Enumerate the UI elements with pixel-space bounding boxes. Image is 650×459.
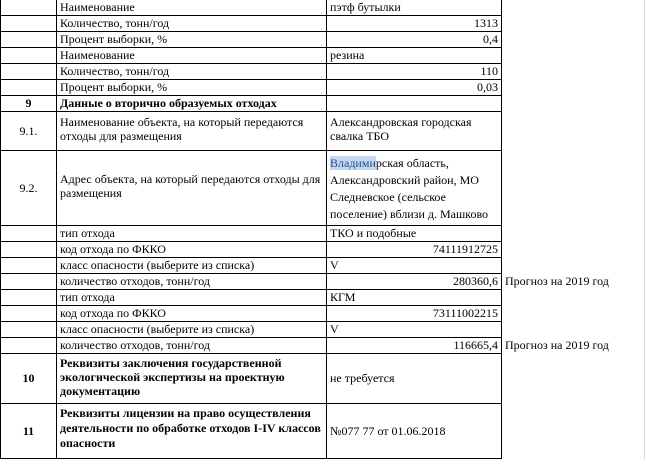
cell-value[interactable]: 116665,4 (453, 338, 498, 352)
cell-label[interactable]: Количество, тонн/год (60, 64, 170, 78)
hazard-select[interactable]: V (330, 322, 339, 336)
section-number[interactable]: 11 (22, 424, 35, 438)
cell-label[interactable]: Наименование (60, 0, 135, 14)
grid-line (0, 111, 502, 112)
forecast-note[interactable]: Прогноз на 2019 год (505, 274, 609, 288)
section-number[interactable]: 9.2. (19, 181, 38, 195)
cell-label[interactable]: код отхода по ФККО (60, 242, 166, 256)
grid-line (644, 0, 645, 459)
cell-label[interactable]: Реквизиты заключения государственной экологической экспертизы на проектную документацию (60, 356, 285, 398)
cell-value[interactable]: пэтф бутылки (330, 0, 401, 14)
cell-label[interactable]: тип отхода (60, 226, 115, 240)
cell-label[interactable]: Адрес объекта, на который передаются отходы для размещения (60, 172, 321, 200)
cell-value[interactable]: 110 (480, 64, 498, 78)
cell-value[interactable]: 0,4 (483, 32, 498, 46)
cell-label[interactable]: Количество, тонн/год (60, 16, 170, 30)
cell-label[interactable]: количество отходов, тонн/год (60, 274, 210, 288)
forecast-note[interactable]: Прогноз на 2019 год (505, 338, 609, 352)
cell-label[interactable]: Наименование объекта, на который передаются отходы для размещения (60, 115, 304, 143)
grid-line (0, 150, 502, 151)
cell-value[interactable]: №077 77 от 01.06.2018 (330, 424, 446, 438)
cell-value[interactable]: КГМ (330, 290, 356, 304)
cell-value[interactable]: ТКО и подобные (330, 226, 417, 240)
cell-value[interactable]: 74111912725 (432, 242, 498, 256)
cell-label[interactable]: Процент выборки, % (60, 32, 168, 46)
section-number[interactable]: 9 (25, 96, 32, 110)
cell-label[interactable]: код отхода по ФККО (60, 306, 166, 320)
cell-value[interactable]: 280360,6 (453, 274, 498, 288)
cell-label[interactable]: количество отходов, тонн/год (60, 338, 210, 352)
cell-label[interactable]: Реквизиты лицензии на право осуществления деятельности по обработке отходов I-IV классов опасности (60, 406, 321, 450)
selected-text: Владими (330, 156, 376, 170)
hazard-select[interactable]: V (330, 258, 339, 272)
cell-label[interactable]: Наименование (60, 48, 135, 62)
address-text: рская область, Александровский район, МО Следневское (сельское поселение) вблизи д. Машково (330, 156, 489, 221)
grid-line (501, 0, 502, 459)
cell-value[interactable]: 73111002215 (432, 306, 498, 320)
cell-value[interactable]: не требуется (330, 371, 395, 385)
cell-label[interactable]: Процент выборки, % (60, 80, 168, 94)
cell-label[interactable]: тип отхода (60, 290, 115, 304)
address-cell[interactable] (327, 155, 501, 223)
cell-value[interactable]: 0,03 (477, 80, 498, 94)
cell-value[interactable]: 1313 (474, 16, 498, 30)
section-number[interactable]: 10 (22, 371, 35, 385)
section-number[interactable]: 9.1. (19, 124, 38, 138)
cell-label[interactable]: класс опасности (выберите из списка) (60, 322, 255, 336)
cell-value[interactable]: резина (330, 48, 365, 62)
cell-label[interactable]: класс опасности (выберите из списка) (60, 258, 255, 272)
cell-value[interactable]: Александровская городская свалка ТБО (330, 115, 472, 143)
section-title[interactable]: Данные о вторично образуемых отходах (60, 96, 277, 110)
